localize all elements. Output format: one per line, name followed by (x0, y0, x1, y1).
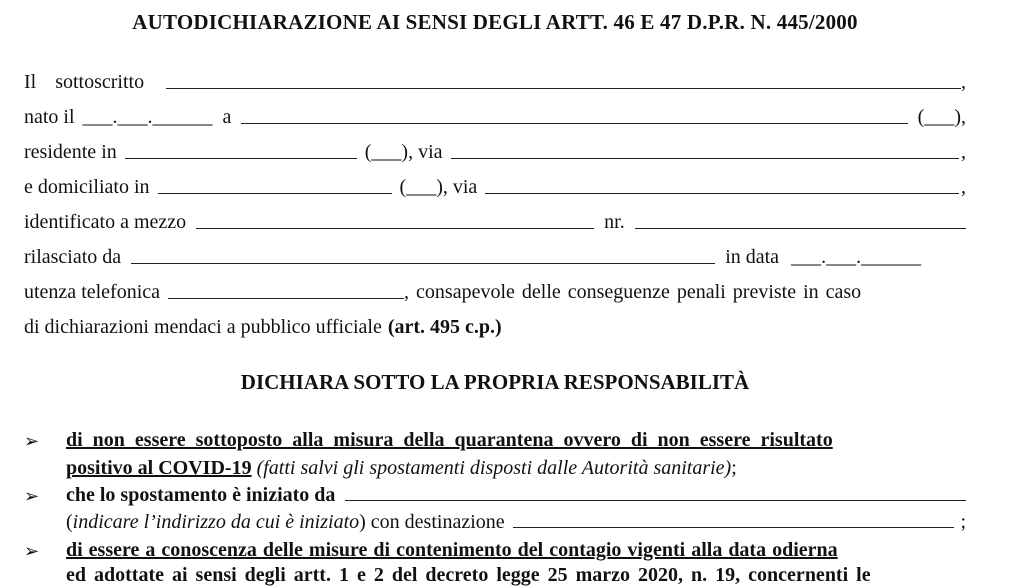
domicile-via-label: , via (442, 176, 478, 198)
health-authority-note: (fatti salvi gli spostamenti disposti dalle Autorità sanitarie) (256, 457, 732, 479)
semicolon: ; (960, 511, 966, 533)
residence-line (24, 138, 966, 164)
name-field[interactable] (166, 88, 961, 89)
declaration-heading: DICHIARA SOTTO LA PROPRIA RESPONSABILITÀ (240, 370, 750, 394)
covid-positive-text: positivo al COVID-19 (66, 457, 252, 479)
domiciled-label: e domiciliato in (24, 176, 150, 198)
destination-label: ) con destinazione (359, 511, 505, 533)
phone-line (24, 278, 966, 304)
birth-place-label: a (222, 106, 232, 128)
domicile-street-field[interactable] (485, 193, 959, 194)
semicolon: ; (731, 457, 737, 479)
comma: , (961, 106, 966, 128)
birth-province-field[interactable]: (___) (917, 106, 961, 128)
birth-place-field[interactable] (241, 123, 907, 124)
born-label: nato il (24, 106, 75, 128)
comma: , (961, 141, 966, 163)
bullet-containment-line2: ed adottate ai sensi degli artt. 1 e 2 del decreto legge 25 marzo 2020, n. 19, concernenti le (66, 564, 871, 586)
address-hint: indicare l’indirizzo da cui è iniziato (72, 511, 360, 533)
domicile-line (24, 173, 966, 199)
declarations-line (24, 313, 966, 339)
identified-label: identificato a mezzo (24, 211, 187, 233)
aware-text: , consapevole delle conseguenze penali previste in caso (404, 281, 862, 303)
domicile-province-field[interactable]: (___) (399, 176, 443, 198)
number-label: nr. (604, 211, 625, 233)
declarations-text: di dichiarazioni mendaci a pubblico ufficiale (24, 316, 382, 338)
comma: , (961, 71, 966, 93)
trip-start-label: che lo spostamento è iniziato da (66, 484, 336, 506)
bullet-containment-line1: di essere a conoscenza delle misure di contenimento del contagio vigenti alla data odierna (66, 539, 838, 561)
document-type-field[interactable] (196, 228, 594, 229)
birth-date-field[interactable]: ___.___.______ (82, 106, 213, 128)
issuer-field[interactable] (131, 263, 715, 264)
identification-line (24, 208, 966, 234)
undersigned-line (24, 68, 966, 94)
resident-label: residente in (24, 141, 117, 163)
phone-label: utenza telefonica (24, 281, 161, 303)
bullet-quarantine-line2 (66, 457, 966, 480)
arrow-bullet-icon: ➢ (24, 541, 40, 561)
bullet-trip-start-line1 (66, 484, 966, 507)
birth-line (24, 103, 966, 129)
residence-province-field[interactable]: (___) (364, 141, 409, 163)
arrow-bullet-icon: ➢ (24, 431, 40, 451)
destination-field[interactable] (513, 527, 955, 528)
issue-date-label: in data (725, 246, 780, 268)
article-reference: (art. 495 c.p.) (387, 316, 502, 338)
arrow-bullet-icon: ➢ (24, 486, 40, 506)
trip-start-field[interactable] (345, 500, 966, 501)
issue-date-field[interactable]: ___.___.______ (791, 246, 922, 268)
phone-field[interactable] (168, 298, 404, 299)
bullet-trip-start-line2 (66, 511, 966, 534)
bullet-quarantine-line1: di non essere sottoposto alla misura della quarantena ovvero di non essere risultato (66, 429, 833, 451)
comma: , (961, 176, 966, 198)
paren-open: ( (66, 511, 73, 533)
residence-via-label: , via (408, 141, 443, 163)
issued-line (24, 243, 966, 269)
domicile-city-field[interactable] (158, 193, 392, 194)
document-title: AUTODICHIARAZIONE AI SENSI DEGLI ARTT. 46 E 47 D.P.R. N. 445/2000 (132, 10, 858, 34)
issued-label: rilasciato da (24, 246, 122, 268)
residence-street-field[interactable] (451, 158, 959, 159)
document-number-field[interactable] (635, 228, 966, 229)
residence-city-field[interactable] (125, 158, 357, 159)
undersigned-label: Il sottoscritto (24, 71, 145, 93)
